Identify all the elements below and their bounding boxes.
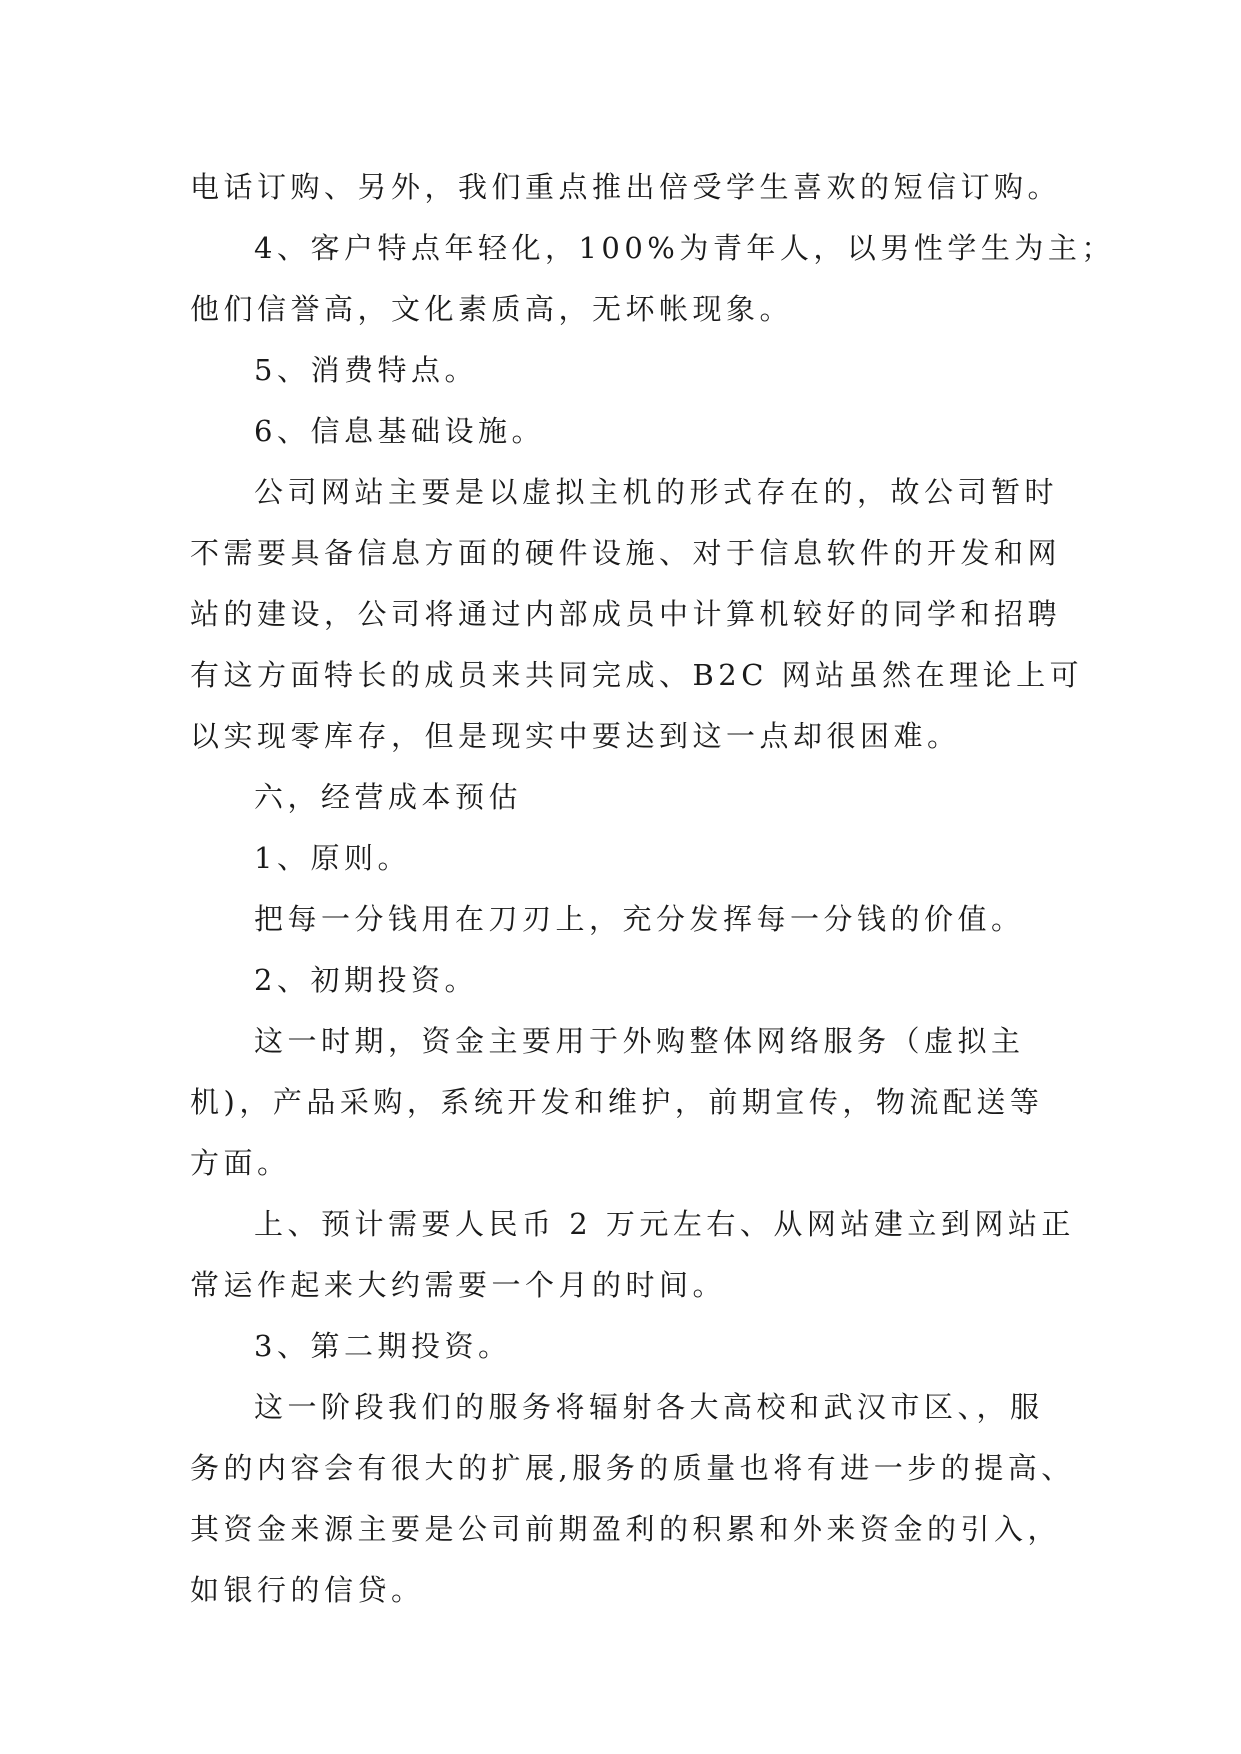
paragraph-line: 6、信息基础设施。 <box>254 414 545 448</box>
paragraph-line: 5、消费特点。 <box>254 353 478 387</box>
paragraph-line: 1、原则。 <box>254 841 411 875</box>
paragraph-line: 4、客户特点年轻化，100%为青年人，以男性学生为主； <box>254 231 1115 265</box>
paragraph-line: 2、初期投资。 <box>254 963 478 997</box>
paragraph-line: 这一阶段我们的服务将辐射各大高校和武汉市区、，服 <box>254 1390 1044 1424</box>
paragraph-line: 其资金来源主要是公司前期盈利的积累和外来资金的引入， <box>190 1512 1062 1546</box>
paragraph-line: 务的内容会有很大的扩展,服务的质量也将有进一步的提高、 <box>190 1451 1075 1485</box>
paragraph-line: 机)，产品采购，系统开发和维护，前期宣传，物流配送等 <box>190 1085 1044 1119</box>
paragraph-line: 把每一分钱用在刀刃上，充分发挥每一分钱的价值。 <box>254 902 1025 936</box>
section-heading: 六，经营成本预估 <box>254 780 523 814</box>
paragraph-line: 他们信誉高，文化素质高，无坏帐现象。 <box>190 292 794 326</box>
paragraph-line: 站的建设，公司将通过内部成员中计算机较好的同学和招聘 <box>190 597 1062 631</box>
paragraph-line: 以实现零库存，但是现实中要达到这一点却很困难。 <box>190 719 961 753</box>
paragraph-line: 公司网站主要是以虚拟主机的形式存在的，故公司暂时 <box>254 475 1059 509</box>
paragraph-line: 3、第二期投资。 <box>254 1329 512 1363</box>
paragraph-line: 常运作起来大约需要一个月的时间。 <box>190 1268 727 1302</box>
paragraph-line: 方面。 <box>190 1146 291 1180</box>
paragraph-line: 上、预计需要人民币 2 万元左右、从网站建立到网站正 <box>254 1207 1075 1241</box>
document-body <box>190 157 1115 1621</box>
paragraph-line: 电话订购、另外，我们重点推出倍受学生喜欢的短信订购。 <box>190 170 1062 204</box>
paragraph-line: 如银行的信贷。 <box>190 1573 425 1607</box>
paragraph-line: 不需要具备信息方面的硬件设施、对于信息软件的开发和网 <box>190 536 1062 570</box>
paragraph-line: 有这方面特长的成员来共同完成、B2C 网站虽然在理论上可 <box>190 658 1084 692</box>
paragraph-line: 这一时期，资金主要用于外购整体网络服务（虚拟主 <box>254 1024 1025 1058</box>
